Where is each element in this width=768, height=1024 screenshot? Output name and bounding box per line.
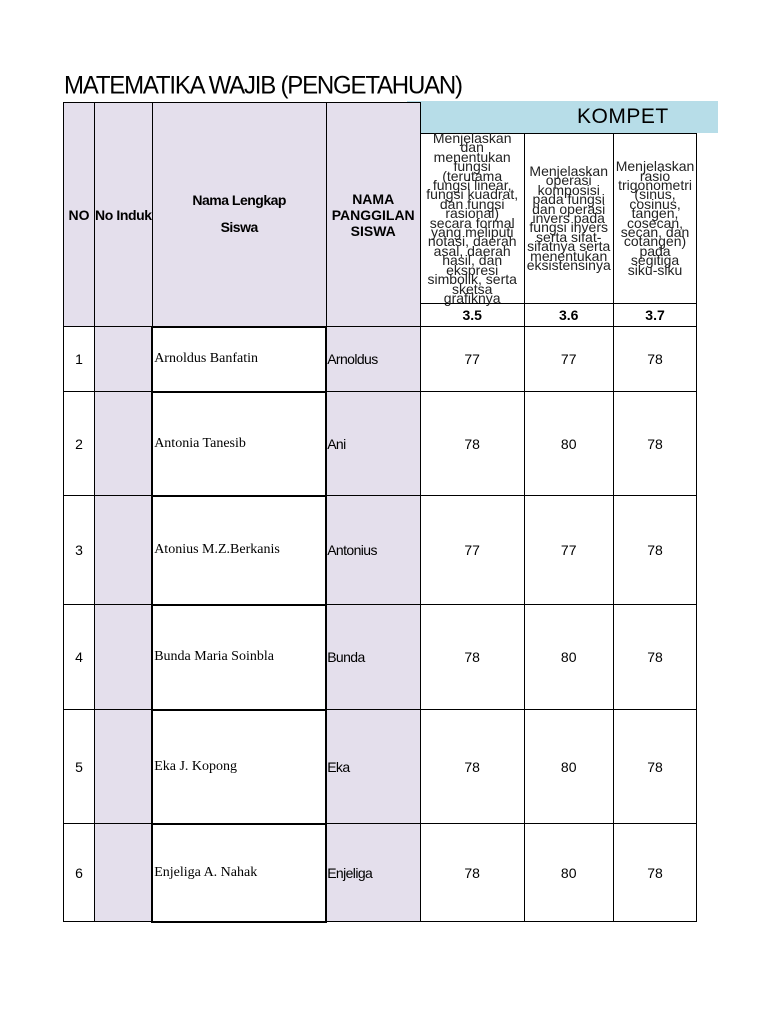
competency-desc: Menjelaskan dan menentukan fungsi (terutama fungsi linear, fungsi kuadrat, dan fungsi rasional) secara formal yang meliputi notasi, daerah asal, daerah hasil, dan ekspresi simbolik, serta sketsa grafiknya bbox=[420, 134, 524, 304]
header-nickname-line1: NAMA bbox=[352, 190, 395, 207]
student-full-name[interactable]: Arnoldus Banfatin bbox=[152, 327, 326, 392]
row-number: 3 bbox=[64, 496, 95, 605]
student-nickname[interactable]: Eka bbox=[326, 710, 420, 824]
table-row bbox=[64, 710, 697, 824]
student-nickname[interactable]: Ani bbox=[326, 392, 420, 496]
student-full-name[interactable]: Enjeliga A. Nahak bbox=[152, 824, 326, 922]
table-row bbox=[64, 327, 697, 392]
score-cell[interactable]: 78 bbox=[420, 605, 524, 710]
table-row bbox=[64, 392, 697, 496]
table-row bbox=[64, 496, 697, 605]
student-nickname[interactable]: Enjeliga bbox=[326, 824, 420, 922]
score-cell[interactable]: 78 bbox=[420, 824, 524, 922]
student-full-name[interactable]: Atonius M.Z.Berkanis bbox=[152, 496, 326, 605]
competency-desc: Menjelaskan rasio trigonometri (sinus, cosinus, tangen, cosecan, secan, dan cotangen) pada segitiga siku-siku bbox=[613, 134, 697, 304]
row-number: 4 bbox=[64, 605, 95, 710]
score-cell[interactable]: 78 bbox=[613, 496, 697, 605]
score-cell[interactable]: 78 bbox=[613, 605, 697, 710]
competency-code: 3.5 bbox=[420, 304, 524, 327]
student-nickname[interactable]: Antonius bbox=[326, 496, 420, 605]
score-cell[interactable]: 78 bbox=[613, 710, 697, 824]
student-id-cell[interactable] bbox=[95, 327, 153, 392]
score-cell[interactable]: 80 bbox=[524, 710, 613, 824]
row-number: 5 bbox=[64, 710, 95, 824]
table-row bbox=[64, 605, 697, 710]
header-row-top bbox=[64, 103, 697, 134]
header-full-name-line1: Nama Lengkap bbox=[192, 192, 286, 209]
score-cell[interactable]: 77 bbox=[524, 496, 613, 605]
header-nickname-line2: PANGGILAN bbox=[331, 206, 415, 223]
header-no: NO bbox=[64, 103, 95, 327]
row-number: 1 bbox=[64, 327, 95, 392]
header-nickname-line3: SISWA bbox=[350, 222, 396, 239]
score-cell[interactable]: 77 bbox=[420, 327, 524, 392]
score-cell[interactable]: 80 bbox=[524, 824, 613, 922]
header-no-induk: No Induk bbox=[95, 103, 153, 327]
row-number: 2 bbox=[64, 392, 95, 496]
score-cell[interactable]: 78 bbox=[613, 327, 697, 392]
student-nickname[interactable]: Arnoldus bbox=[326, 327, 420, 392]
student-nickname[interactable]: Bunda bbox=[326, 605, 420, 710]
student-id-cell[interactable] bbox=[95, 605, 153, 710]
header-full-name bbox=[152, 103, 326, 327]
banner-spacer bbox=[420, 103, 697, 134]
score-cell[interactable]: 77 bbox=[524, 327, 613, 392]
score-cell[interactable]: 78 bbox=[613, 824, 697, 922]
student-id-cell[interactable] bbox=[95, 824, 153, 922]
student-id-cell[interactable] bbox=[95, 710, 153, 824]
score-cell[interactable]: 78 bbox=[420, 710, 524, 824]
score-cell[interactable]: 78 bbox=[420, 392, 524, 496]
competency-desc: Menjelaskan operasi komposisi pada fungsi dan operasi invers pada fungsi invers serta sifat-sifatnya serta menentukan eksistensinya bbox=[524, 134, 613, 304]
table-row bbox=[64, 824, 697, 922]
grade-table bbox=[63, 102, 697, 923]
competency-code: 3.6 bbox=[524, 304, 613, 327]
student-id-cell[interactable] bbox=[95, 392, 153, 496]
row-number: 6 bbox=[64, 824, 95, 922]
header-nickname bbox=[326, 103, 420, 327]
score-cell[interactable]: 80 bbox=[524, 605, 613, 710]
score-cell[interactable]: 78 bbox=[613, 392, 697, 496]
student-full-name[interactable]: Bunda Maria Soinbla bbox=[152, 605, 326, 710]
page-title: MATEMATIKA WAJIB (PENGETAHUAN) bbox=[64, 71, 462, 100]
competency-banner-label: KOMPET bbox=[577, 105, 669, 128]
score-cell[interactable]: 80 bbox=[524, 392, 613, 496]
score-cell[interactable]: 77 bbox=[420, 496, 524, 605]
competency-code: 3.7 bbox=[613, 304, 697, 327]
student-id-cell[interactable] bbox=[95, 496, 153, 605]
student-full-name[interactable]: Eka J. Kopong bbox=[152, 710, 326, 824]
student-full-name[interactable]: Antonia Tanesib bbox=[152, 392, 326, 496]
header-full-name-line2: Siswa bbox=[220, 219, 258, 236]
